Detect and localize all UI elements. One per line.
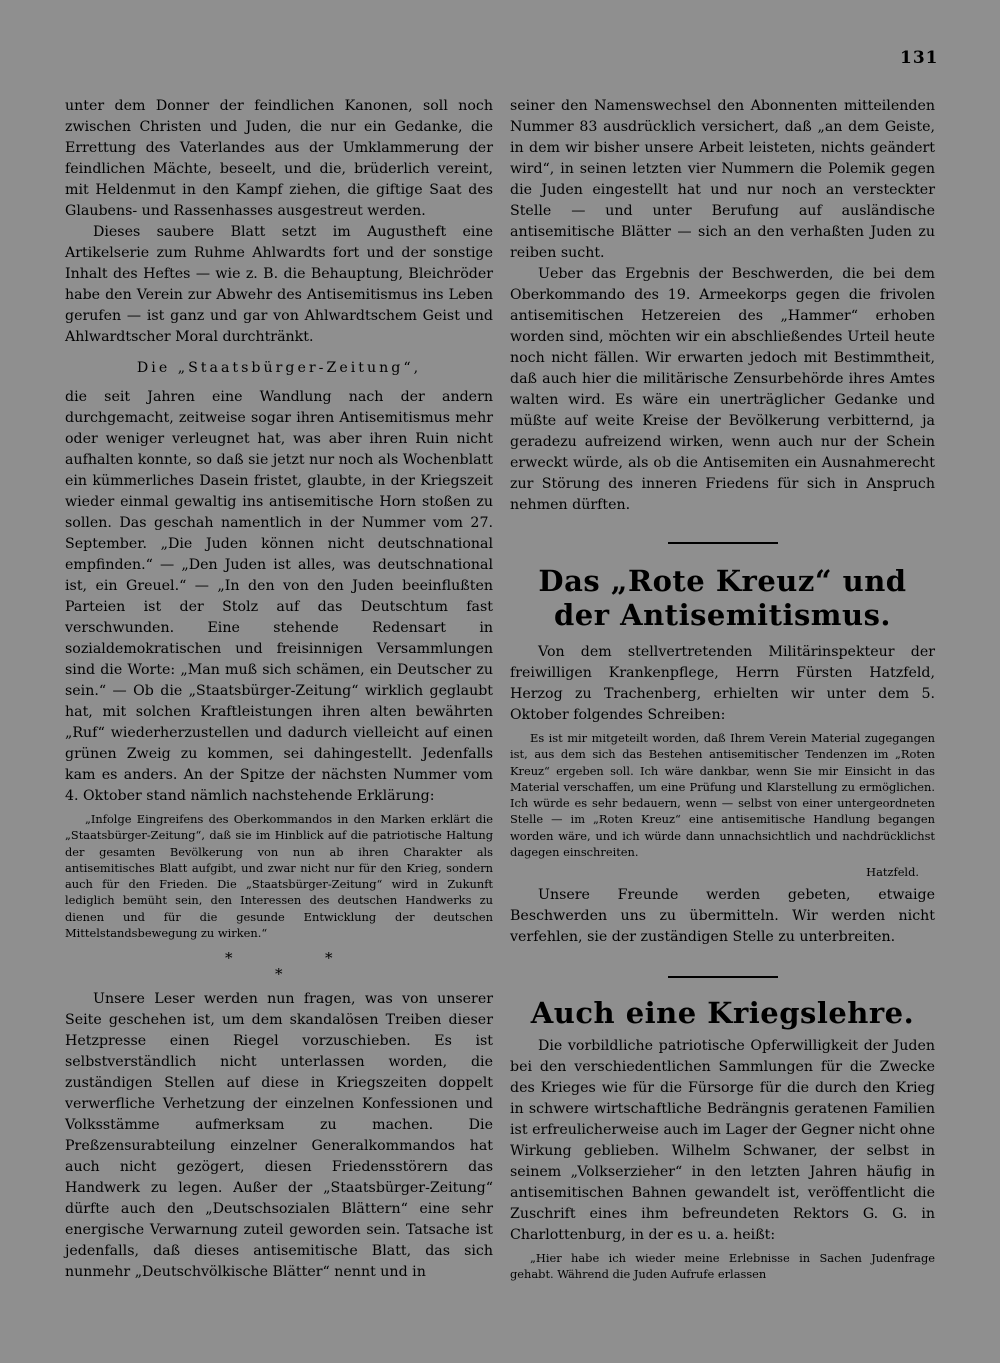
- right-column: [510, 96, 935, 1286]
- quotation: Es ist mir mitgeteilt worden, daß Ihrem Verein Material zugegangen ist, aus dem sich das Bestehen antisemitischer Tendenzen im „Roten Kreuz“ ergeben soll. Ich wäre dankbar, wenn Sie mir Einsicht in das Material verschaffen, um eine Prüfung und Klarstellung zu ermöglichen. Ich würde es sehr bedauern, wenn — selbst von einer untergeordneten Stelle — im „Roten Kreuz“ eine antisemitische Handlung begangen worden wäre, und ich würde dann unnachsichtlich und nachdrücklichst dagegen einschreiten.: [510, 731, 935, 860]
- left-column: [65, 96, 493, 1283]
- paragraph: Von dem stellvertretenden Militärinspekteur der freiwilligen Krankenpflege, Herrn Fürsten Hatzfeld, Herzog zu Trachenberg, erhielten wir unter dem 5. Oktober folgendes Schreiben:: [510, 644, 935, 723]
- asterisk: *: [225, 949, 233, 968]
- paragraph: Unsere Freunde werden gebeten, etwaige Beschwerden uns zu übermitteln. Wir werden nicht verfehlen, sie der zuständigen Stelle zu unterbreiten.: [510, 886, 935, 945]
- divider: [668, 542, 778, 544]
- paragraph: Die vorbildliche patriotische Opferwilligkeit der Juden bei den verschiedentlichen Sammlungen für die Zwecke des Krieges wie für die Fürsorge für die durch den Krieg in schwere wirtschaftliche Bedrängnis geratenen Familien ist erfreulicherweise auch im Lager der Gegner nicht ohne Wirkung geblieben. Wilhelm Schwaner, der selbst in seinem „Volkserzieher“ in den letzten Jahren häufig in antisemitischen Bahnen gewandelt ist, veröffentlicht die Zuschrift eines ihm befreundeten Rektors G. G. in Charlottenburg, in der es u. a. heißt:: [510, 1037, 935, 1243]
- paragraph: Ueber das Ergebnis der Beschwerden, die bei dem Oberkommando des 19. Armeekorps gegen die frivolen antisemitischen Hetzereien des „Hammer“ erhoben worden sind, möchten wir ein abschließendes Urteil heute noch nicht fällen. Wir erwarten jedoch mit Bestimmtheit, daß auch hier die militärische Zensurbehörde ihres Amtes walten wird. Es wäre ein unerträglicher Gedanke und müßte auf weite Kreise der Bevölkerung verbitternd, ja geradezu aufreizend wirken, wenn auch nur der Schein erweckt würde, als ob die Antisemiten ein Ausnahmerecht zur Störung des inneren Friedens für sich in Anspruch nehmen dürften.: [510, 266, 935, 513]
- paragraph: seiner den Namenswechsel den Abonnenten mitteilenden Nummer 83 ausdrücklich versichert, daß „an dem Geiste, in dem wir bisher unsere Arbeit leisteten, nichts geändert wird“, in seinen letzten vier Nummern die Polemik gegen die Juden eingestellt hat und nur noch an versteckter Stelle — und unter Berufung auf ausländische antisemitische Blätter — sich an den verhaßten Juden zu reiben sucht.: [510, 98, 935, 261]
- quote-signature: Hatzfeld.: [866, 865, 919, 880]
- asterisk: *: [275, 965, 283, 984]
- paragraph: Unsere Leser werden nun fragen, was von unserer Seite geschehen ist, um dem skandalösen Treiben dieser Hetzpresse einen Riegel vorzuschieben. Es ist selbstverständlich nicht unterlassen worden, die zuständigen Stellen auf diese in Kriegszeiten doppelt verwerfliche Verhetzung der einzelnen Konfessionen und Volksstämme aufmerksam zu machen. Die Preßzensurabteilung einzelner Generalkommandos hat auch nicht gezögert, diesen Friedensstörern das Handwerk zu legen. Außer der „Staatsbürger-Zeitung“ dürfte auch den „Deutschsozialen Blättern“ eine sehr energische Verwarnung zuteil geworden sein. Tatsache ist jedenfalls, daß dieses antisemitische Blatt, das sich nunmehr „Deutschvölkische Blätter“ nennt und in: [65, 991, 493, 1281]
- section-heading: Die „Staatsbürger-Zeitung“,: [136, 360, 422, 376]
- quotation: „Infolge Eingreifens des Oberkommandos in den Marken erklärt die „Staatsbürger-Zeitung“, daß sie im Hinblick auf die patriotische Haltung der gesamten Bevölkerung von nun ab ihren Charakter als antisemitisches Blatt aufgibt, und zwar nicht nur für den Krieg, sondern auch für den Frieden. Die „Staatsbürger-Zeitung“ wird in Zukunft lediglich bemüht sein, den Interessen des deutschen Handwerks zu dienen und für die gesunde Entwicklung der deutschen Mittelstandsbewegung zu wirken.“: [65, 812, 493, 941]
- page-number: 131: [900, 48, 939, 68]
- article-title: Das „Rote Kreuz“ und der Antisemitismus.: [538, 564, 907, 632]
- divider: [668, 976, 778, 978]
- section-separator: [65, 945, 493, 989]
- paragraph: unter dem Donner der feindlichen Kanonen, soll noch zwischen Christen und Juden, die nur ein Gedanke, die Errettung des Vaterlandes aus der Umklammerung der feindlichen Mächte, beseelt, und die, brüderlich vereint, mit Heldenmut in den Kampf ziehen, die giftige Saat des Glaubens- und Rassenhasses ausgestreut werden.: [65, 98, 493, 219]
- asterisk: *: [325, 949, 333, 968]
- paragraph: Dieses saubere Blatt setzt im Augustheft eine Artikelserie zum Ruhme Ahlwardts fort und der sonstige Inhalt des Heftes — wie z. B. die Behauptung, Bleichröder habe den Verein zur Abwehr des Antisemitismus ins Leben gerufen — ist ganz und gar von Ahlwardtschem Geist und Ahlwardtscher Moral durchtränkt.: [65, 224, 493, 345]
- paragraph: die seit Jahren eine Wandlung nach der andern durchgemacht, zeitweise sogar ihren Antisemitismus mehr oder weniger verleugnet hat, was aber ihren Ruin nicht aufhalten konnte, so daß sie jetzt nur noch als Wochenblatt ein kümmerliches Dasein fristet, glaubte, in der Kriegszeit wieder einmal gewaltig ins antisemitische Horn stoßen zu sollen. Das geschah namentlich in der Nummer vom 27. September. „Die Juden können nicht deutschnational empfinden.“ — „Den Juden ist alles, was deutschnational ist, ein Greuel.“ — „In den von den Juden beeinflußten Parteien ist der Stolz auf das Deutschtum fast verschwunden. Eine stehende Redensart in sozialdemokratischen und freisinnigen Versammlungen sind die Worte: „Man muß sich schämen, ein Deutscher zu sein.“ — Ob die „Staatsbürger-Zeitung“ wirklich geglaubt hat, mit solchen Kraftleistungen ihren alten bewährten „Ruf“ wiederherzustellen und dadurch vielleicht auf einen grünen Zweig zu kommen, sei dahingestellt. Jedenfalls kam es anders. An der Spitze der nächsten Nummer vom 4. Oktober stand nämlich nachstehende Erklärung:: [65, 389, 493, 804]
- quotation: „Hier habe ich wieder meine Erlebnisse in Sachen Judenfrage gehabt. Während die Juden Aufrufe erlassen: [510, 1250, 935, 1281]
- article-title: Auch eine Kriegslehre.: [530, 995, 915, 1030]
